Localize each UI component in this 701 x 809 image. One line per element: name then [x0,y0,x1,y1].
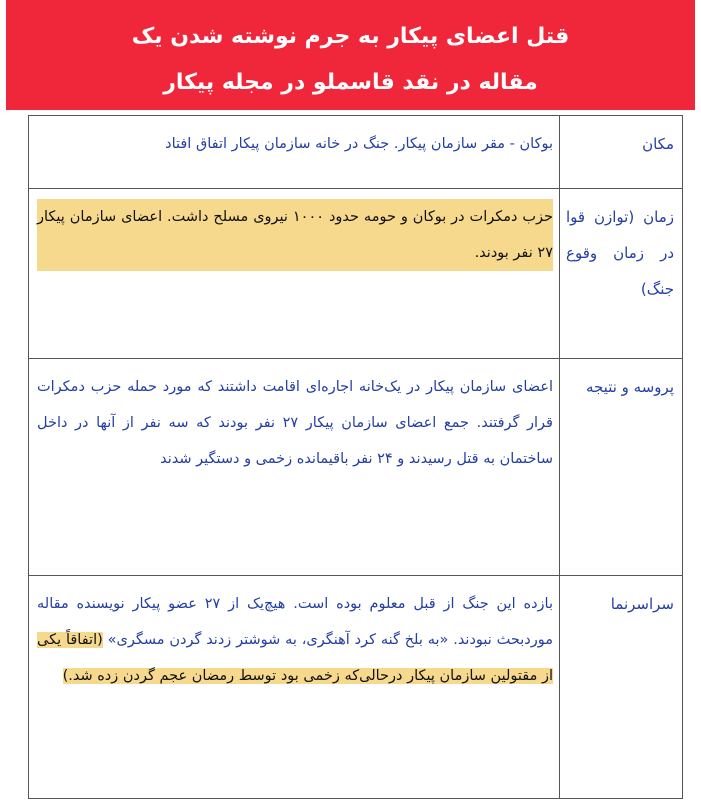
row-label-location: مکان [560,116,683,189]
overview-plain-text: بازده این جنگ از قبل معلوم بوده است. هیچ‌یک از ۲۷ عضو پیکار نویسنده مقاله موردبحث نبودند. «به بلخ گنه کرد آهنگری، به شوشتر زدند گردن مسگری» [37,596,554,648]
table-row-time [29,189,683,359]
info-table [28,115,683,799]
table-row-overview [29,576,683,799]
title-line-1: قتل اعضای پیکار به جرم نوشته شدن یک [131,24,570,49]
highlighted-text: حزب دمکرات در بوکان و حومه حدود ۱۰۰۰ نیروی مسلح داشت. اعضای سازمان پیکار ۲۷ نفر بودند. [37,199,553,271]
row-value-location: بوکان - مقر سازمان پیکار. جنگ در خانه سازمان پیکار اتفاق افتاد [29,116,560,189]
title-line-2: مقاله در نقد قاسملو در مجله پیکار [163,70,538,95]
row-value-process: اعضای سازمان پیکار در یک‌خانه اجاره‌ای اقامت داشتند که مورد حمله حزب دمکرات قرار گرفتند. جمع اعضای سازمان پیکار ۲۷ نفر بودند که سه نفر از آنها در داخل ساختمان به قتل رسیدند و ۲۴ نفر باقیمانده زخمی و دستگیر شدند [29,359,560,576]
row-label-overview: سراسرنما [560,576,683,799]
table-row-location [29,116,683,189]
title-banner [6,0,695,110]
row-value-time [29,189,560,359]
row-label-process: پروسه و نتیجه [560,359,683,576]
row-label-time: زمان (توازن قوا در زمان وقوع جنگ) [560,189,683,359]
table-row-process [29,359,683,576]
row-value-overview [29,576,560,799]
overview-highlighted-text: (اتفاقاً یکی از مقتولین سازمان پیکار درحالی‌که زخمی بود توسط رمضان عجم گردن زده شد.) [37,632,553,684]
